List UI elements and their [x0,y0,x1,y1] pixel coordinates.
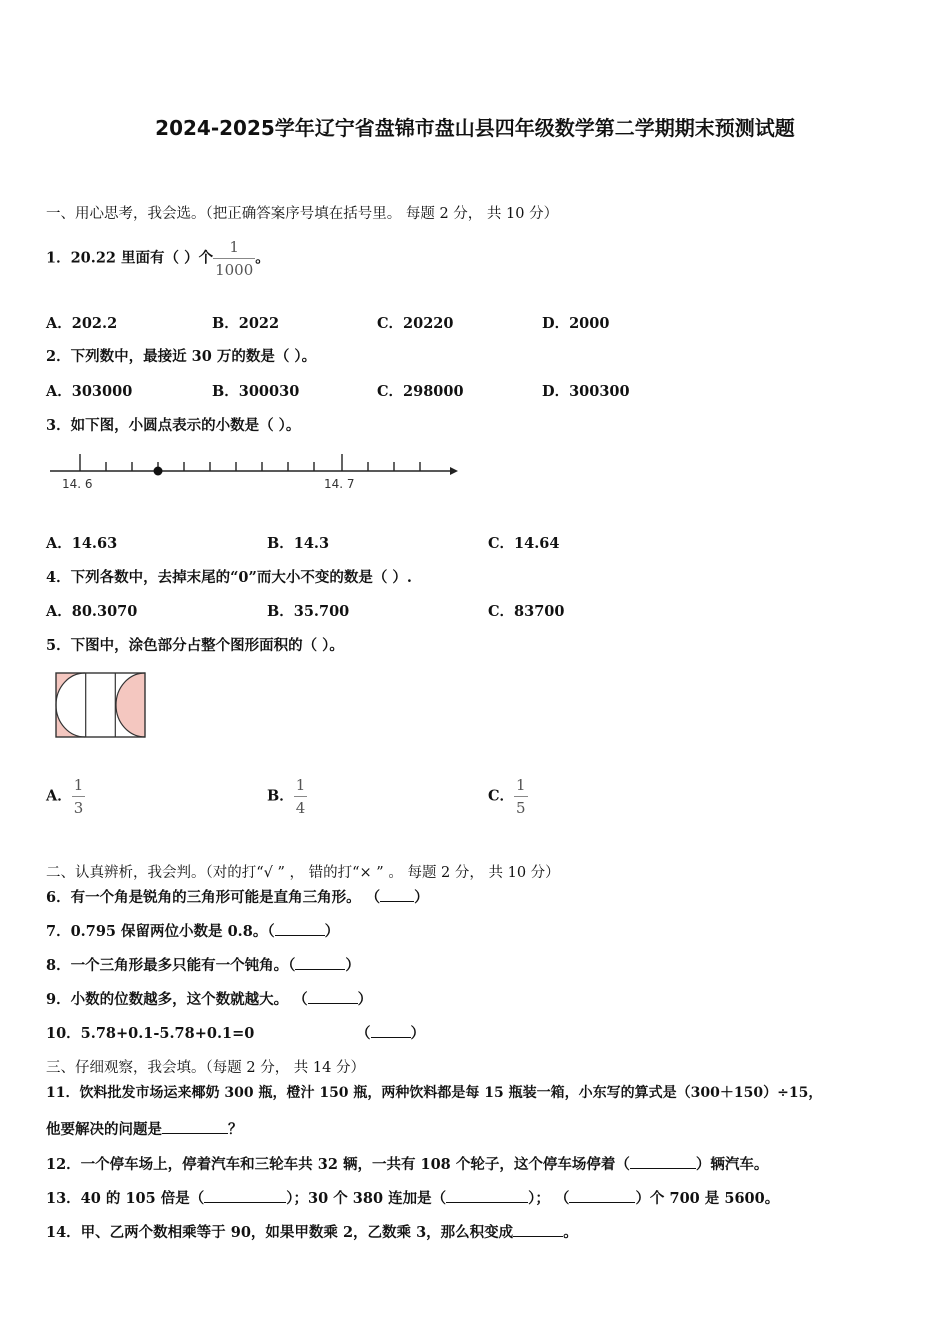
question-3: 3．如下图，小圆点表示的小数是（ ）。 [46,417,301,434]
question-11-line2: 他要解决的问题是 ？ [46,1121,243,1138]
section2-heading: 二、认真辨析，我会判。（对的打“√ ” ， 错的打“× ” 。 每题 2 分， 共 10 分） [46,865,560,881]
q4-option-a: A．80.3070 [46,603,138,620]
question-2: 2．下列数中，最接近 30 万的数是（ ）。 [46,348,317,365]
q1-frac-num: 1 [229,238,239,256]
question-6: 6．有一个角是锐角的三角形可能是直角三角形。 （ ） [46,889,429,906]
q5-option-a-fraction: $\frac{1}{3}$ [73,776,84,817]
q6-answer-blank[interactable] [380,887,414,902]
q1-text-a: 1．20.22 里面有（ ）个 [46,249,214,267]
q5-option-c-fraction: $\frac{1}{5}$ [516,776,526,817]
axis-label-14-6: 14. 6 [62,477,93,491]
q7-answer-blank[interactable] [275,921,325,936]
question-11-line1: 11．饮料批发市场运来椰奶 300 瓶，橙汁 150 瓶，两种饮料都是每 15 瓶装一箱，小东写的算式是（300＋150）÷15， [46,1085,823,1101]
q2-option-c: C．298000 [377,383,464,400]
q1-option-c: C．20220 [377,315,454,332]
q12-answer-blank[interactable] [630,1154,696,1169]
q2-option-d: D．300300 [542,383,630,400]
q1-option-a: A．202.2 [46,315,118,332]
q10-answer-blank[interactable] [371,1023,411,1038]
q1-text-b: 。 [255,249,270,267]
q2-option-a: A．303000 [46,383,133,400]
question-4: 4．下列各数中，去掉末尾的“0”而大小不变的数是（ ）. [46,569,412,586]
q1-fraction [213,238,255,279]
q3-option-b: B．14.3 [267,535,330,552]
q4-option-c: C．83700 [488,603,565,620]
section1-heading: 一、用心思考，我会选。（把正确答案序号填在括号里。 每题 2 分， 共 10 分） [46,206,559,222]
q13-answer-blank-3[interactable] [569,1188,635,1203]
q10-answer-paren: （ ） [356,1025,425,1042]
q14-answer-blank[interactable] [513,1222,563,1237]
question-7: 7．0.795 保留两位小数是 0.8。（ ） [46,923,340,940]
number-line-figure [46,448,466,498]
number-line-ticks [80,454,420,471]
section3-heading: 三、仔细观察，我会填。（每题 2 分， 共 14 分） [46,1060,365,1076]
question-9: 9．小数的位数越多，这个数就越大。 （ ） [46,991,373,1008]
q4-option-b: B．35.700 [267,603,350,620]
q5-option-b: B． $\frac{1}{4}$ [267,776,306,817]
q1-option-b: B．2022 [212,315,280,332]
q8-answer-blank[interactable] [295,955,345,970]
question-13: 13．40 的 105 倍是（ ）；30 个 380 连加是（ ）； （ ）个 700 是 5600。 [46,1190,780,1207]
question-12: 12．一个停车场上，停着汽车和三轮车共 32 辆，一共有 108 个轮子，这个停车场停着（ ）辆汽车。 [46,1156,769,1173]
q13-answer-blank-2[interactable] [446,1188,528,1203]
q3-option-c: C．14.64 [488,535,560,552]
number-line-arrow [450,467,458,475]
shaded-rectangle-figure [55,672,147,738]
question-14: 14．甲、乙两个数相乘等于 90，如果甲数乘 2，乙数乘 3，那么积变成 。 [46,1224,578,1241]
question-1 [46,238,270,279]
q9-answer-blank[interactable] [308,989,358,1004]
page-title: 2024-2025学年辽宁省盘锦市盘山县四年级数学第二学期期末预测试题 [155,116,795,140]
q1-option-d: D．2000 [542,315,610,332]
number-line-dot [154,467,163,476]
q1-frac-den: 1000 [213,258,255,279]
axis-label-14-7: 14. 7 [324,477,355,491]
right-shaded-region [116,673,145,737]
q5-option-c: C． $\frac{1}{5}$ [488,776,526,817]
left-shaded-region [56,673,85,737]
q3-option-a: A．14.63 [46,535,118,552]
q11-answer-blank[interactable] [162,1119,228,1134]
q5-option-a: A． $\frac{1}{3}$ [46,776,84,817]
question-8: 8．一个三角形最多只能有一个钝角。（ ） [46,957,360,974]
question-5: 5．下图中，涂色部分占整个图形面积的（ ）。 [46,637,344,654]
question-10: 10．5.78+0.1-5.78+0.1=0 [46,1025,255,1042]
q2-option-b: B．300030 [212,383,300,400]
q13-answer-blank-1[interactable] [204,1188,286,1203]
q5-option-b-fraction: $\frac{1}{4}$ [295,776,306,817]
